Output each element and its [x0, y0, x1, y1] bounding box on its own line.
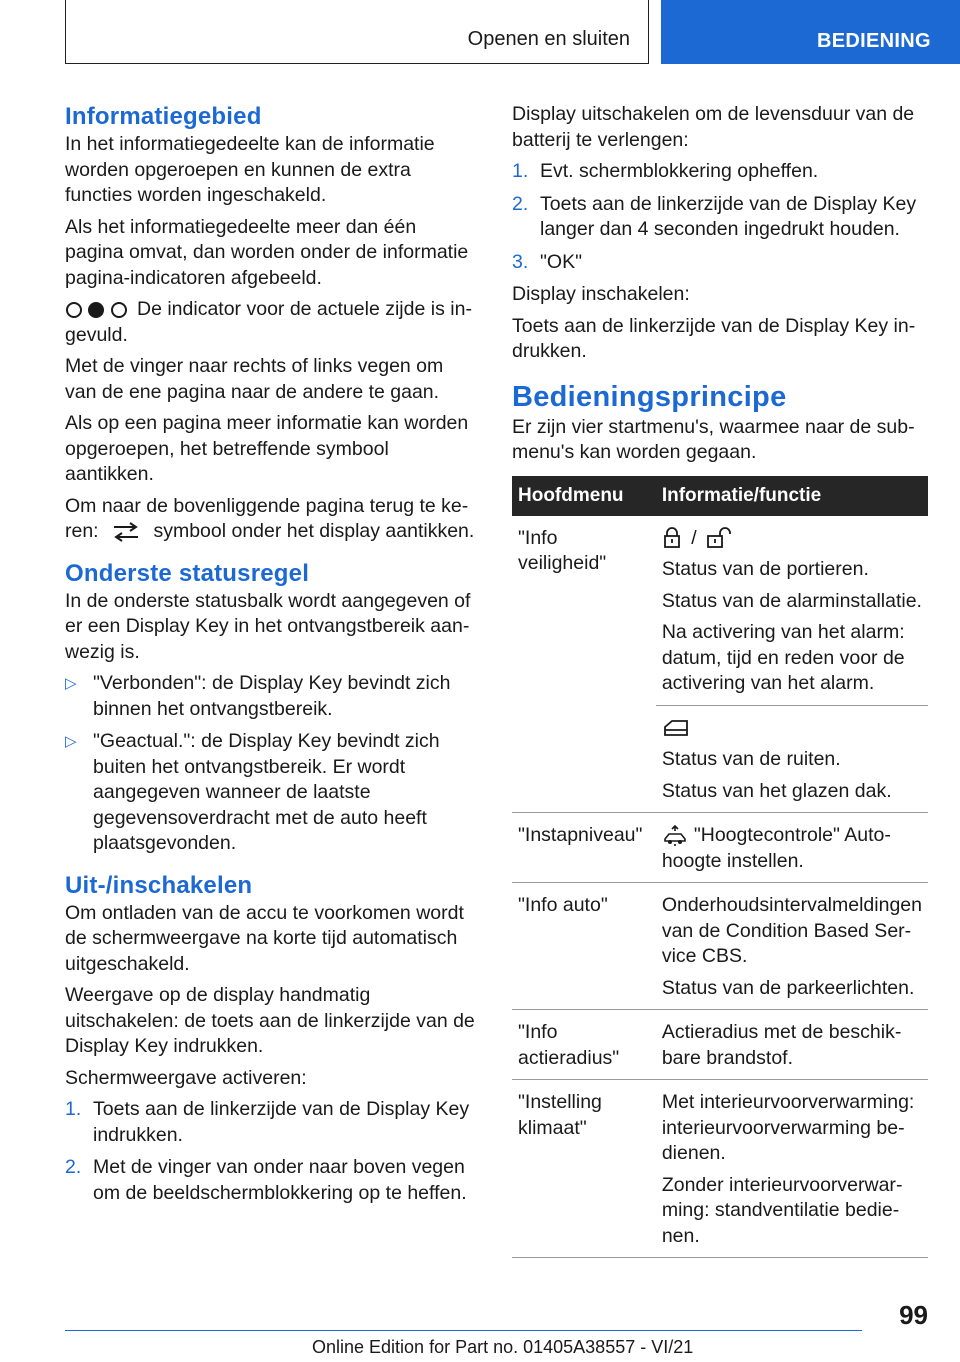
list-item: ▷ "Geactual.": de Display Key bevindt zich buiten het ontvangstbereik. Er wordt aangegeven wanneer de laatste gegevensoverdracht met de auto heeft plaatsgevonden. — [65, 730, 440, 854]
header-section-box — [65, 0, 649, 64]
table-cell-info: Actieradius met de beschikbare brandstof. — [656, 1010, 928, 1080]
indicator-text: De indicator voor de actuele zijde is ingevuld. — [65, 298, 472, 346]
menu-table — [512, 476, 928, 1259]
list-item: ▷ "Verbonden": de Display Key bevindt zich binnen het ontvangstbereik. — [65, 672, 451, 720]
chapter-title: BEDIENING — [817, 30, 931, 52]
list-item: 1. Toets aan de linkerzijde van de Display Key indrukken. — [65, 1098, 470, 1146]
list-item: 2. Met de vinger van onder naar boven vegen om de beeldschermblokkering op te heffen. — [65, 1156, 467, 1204]
ride-height-icon — [662, 825, 688, 847]
heading-uit-inschakelen: Uit-/inschakelen — [65, 871, 253, 899]
paragraph: Display uitschakelen om de levensduur van de batterij te verlengen: — [512, 103, 915, 151]
table-header-hoofdmenu: Hoofdmenu — [512, 476, 656, 516]
paragraph: In het informatiegedeelte kan de informatie worden opgeroepen en kunnen de extra functies worden ingeschakeld. — [65, 133, 435, 206]
triangle-bullet-icon: ▷ — [65, 733, 77, 750]
table-cell-info: Met interieurvoorverwarming: interieurvoorverwarming bedienen. Zonder interieurvoorverwarming: standventilatie bedienen. — [656, 1080, 928, 1258]
table-cell-info: "Hoogtecontrole" Autohoogte instellen. — [656, 813, 928, 883]
paragraph: Schermweergave activeren: — [65, 1066, 307, 1089]
paragraph-back: Om naar de bovenliggende pagina terug te keren: symbool onder het display aantikken. — [65, 494, 475, 542]
list-item: 2. Toets aan de linkerzijde van de Display Key langer dan 4 seconden ingedrukt houden. — [512, 192, 917, 240]
table-cell-menu: "Info veiligheid" — [512, 516, 656, 813]
table-cell-menu: "Instelling klimaat" — [512, 1080, 656, 1258]
footer-divider — [65, 1330, 862, 1331]
section-title: Openen en sluiten — [467, 28, 630, 50]
table-cell-info: Status van de ruiten. Status van het glazen dak. — [656, 705, 928, 813]
paragraph: Om ontladen van de accu te voorkomen wordt de schermweergave na korte tijd automatisch uitgeschakeld. — [65, 901, 464, 975]
list-item: 1. Evt. schermblokkering opheffen. — [512, 160, 819, 182]
lock-closed-icon — [662, 527, 682, 549]
page-number: 99 — [899, 1300, 928, 1330]
header-chapter-box — [661, 0, 960, 64]
footer-edition: Online Edition for Part no. 01405A38557 - VI/21 — [312, 1337, 694, 1357]
right-column — [512, 102, 928, 1258]
paragraph: Display inschakelen: — [512, 283, 690, 305]
table-cell-menu: "Info auto" — [512, 883, 656, 1010]
deactivate-steps — [512, 159, 928, 275]
status-list — [65, 671, 477, 857]
table-cell-info: Onderhoudsintervalmeldingen van de Condition Based Service CBS. Status van de parkeerlichten. — [656, 883, 928, 1010]
paragraph-indicator — [65, 297, 477, 348]
back-arrow-icon — [110, 522, 142, 542]
heading-informatiegebied: Informatiegebied — [65, 103, 262, 130]
table-header-informatie: Informatie/functie — [656, 476, 928, 516]
table-cell-info: / Status van de portieren. Status van de alarminstallatie. Na activering van het alarm: datum, tijd en reden voor de activering van het alarm. — [656, 516, 928, 706]
activate-steps — [65, 1097, 477, 1206]
window-icon-line — [662, 716, 922, 742]
paragraph: Met de vinger naar rechts of links vegen om van de ene pagina naar de andere te gaan. — [65, 355, 444, 403]
left-column — [65, 102, 477, 1213]
list-item: 3. "OK" — [512, 250, 583, 273]
paragraph: Als op een pagina meer informatie kan worden opgeroepen, het betreffende symbool aantikken. — [65, 412, 469, 485]
heading-bedieningsprincipe: Bedieningsprincipe — [512, 380, 787, 413]
paragraph: In de onderste statusbalk wordt aangegeven of er een Display Key in het ontvangstbereik aanwezig is. — [65, 589, 471, 663]
paragraph: Toets aan de linkerzijde van de Display Key indrukken. — [512, 314, 916, 362]
triangle-bullet-icon: ▷ — [65, 675, 77, 692]
heading-statusregel: Onderste statusregel — [65, 559, 310, 587]
table-cell-menu: "Info actieradius" — [512, 1010, 656, 1080]
paragraph: Weergave op de display handmatig uitschakelen: de toets aan de linkerzijde van de Display Key indrukken. — [65, 984, 475, 1057]
lock-open-icon — [706, 527, 734, 549]
paragraph: Er zijn vier startmenu's, waarmee naar de submenu's kan worden gegaan. — [512, 415, 915, 463]
table-cell-menu: "Instapniveau" — [512, 813, 656, 883]
car-window-icon — [662, 717, 690, 739]
lock-icons-line: / — [662, 526, 922, 552]
paragraph: Als het informatiegedeelte meer dan één pagina omvat, dan worden onder de informatie pagina-indicatoren afgebeeld. — [65, 215, 469, 289]
page-indicator-icon — [65, 299, 129, 321]
